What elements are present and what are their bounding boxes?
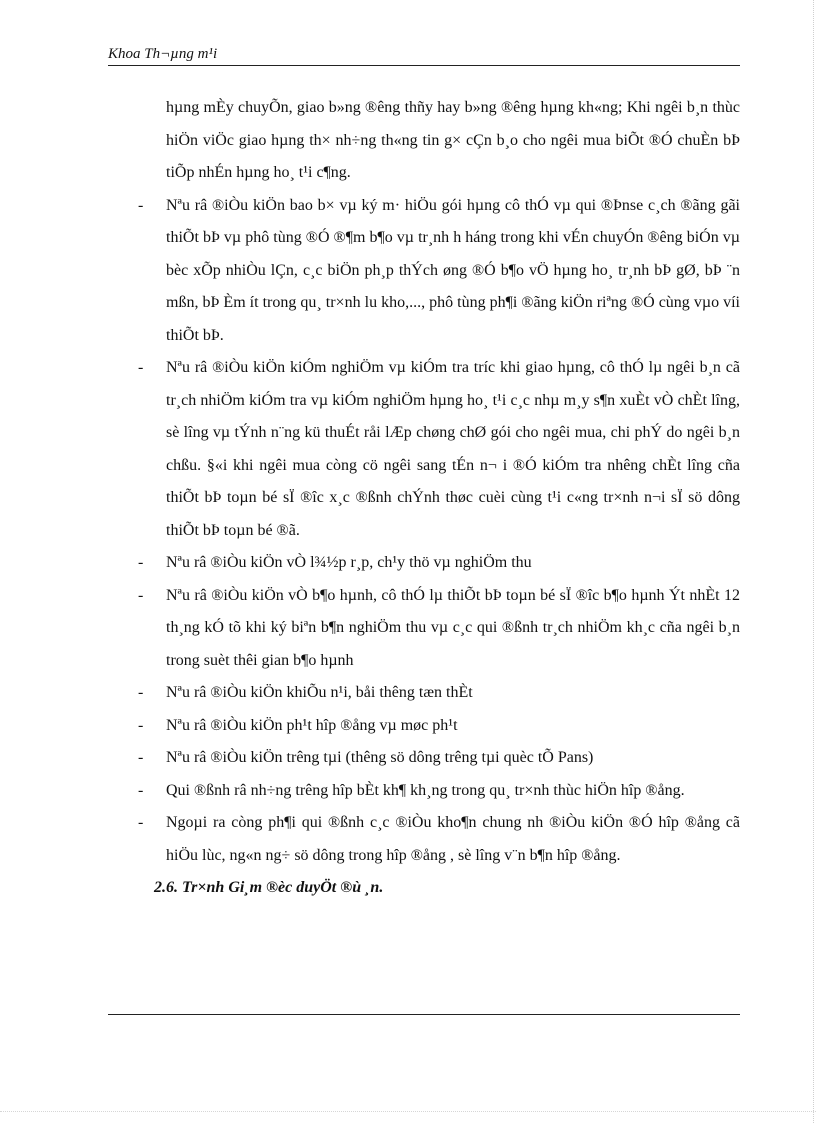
bullet-dash: - [138,359,144,376]
bullet-dash: - [138,814,144,831]
document-body [108,92,740,905]
list-item [108,775,740,808]
list-item-text: Ngoµi ra còng ph¶i qui ®ßnh c¸c ®iÒu kho¶n chung nh ®iÒu kiÖn ®Ó hîp ®ång cã hiÖu lùc, ng«n ng÷ sö dông trong hîp ®ång , sè lîng v¨n b¶n hîp ®ång. [166,814,740,864]
list-item-text: Qui ®ßnh râ nh÷ng trêng hîp bÈt kh¶ kh¸ng trong qu¸ tr×nh thùc hiÖn hîp ®ång. [166,781,685,799]
intro-paragraph: hµng mÈy chuyÕn, giao b»ng ®êng thñy hay b»ng ®êng hµng kh«ng; Khi ngêi b¸n thùc hiÖn viÖc giao hµng th× nh÷ng th«ng tin g× cÇn b¸o cho ngêi mua biÕt ®Ó chuÈn bÞ tiÕp nhÉn hµng ho¸ t¹i c¶ng. [166,99,740,181]
list-item-text: Nªu râ ®iÒu kiÖn vÒ l¾½p r¸p, ch¹y thö vµ nghiÖm thu [166,554,532,571]
list-item [108,190,740,353]
header-title: Khoa Th¬µng m¹i [108,46,218,62]
page-edge-right [813,0,814,1123]
bullet-dash: - [138,749,144,766]
page-edge-bottom [0,1111,816,1112]
list-item [108,580,740,678]
footer-rule [108,1014,740,1015]
bullet-dash: - [138,586,144,604]
list-item-text: Nªu râ ®iÒu kiÖn vÒ b¶o hµnh, cô thÓ lµ thiÕt bÞ toµn bé sÏ ®îc b¶o hµnh Ýt nhÈt 12 th¸ng kÓ tõ khi ký biªn b¶n nghiÖm thu vµ c¸c qui ®ßnh tr¸ch nhiÖm kh¸c cña ngêi b¸n trong suèt thêi gian b¶o hµnh [166,586,740,669]
list-item [108,710,740,743]
list-item [108,807,740,872]
list-item-text: Nªu râ ®iÒu kiÖn bao b× vµ ký m· hiÖu gói hµng cô thÓ vµ qui ®Þnse c¸ch ®ãng gãi thiÕt bÞ vµ phô tùng ®Ó ®¶m b¶o vµ tr¸nh h háng trong khi vÉn chuyÓn ®êng biÓn vµ bèc xÕp nhiÒu lÇn, c¸c biÖn ph¸p thÝch øng ®Ó b¶o vÖ hµng ho¸ tr¸nh bÞ gØ, bÞ ¨n mßn, bÞ Èm ít trong qu¸ tr×nh lu kho,..., phô tùng ph¶i ®ãng kiÖn riªng ®Ó cùng vµo víi thiÕt bÞ. [166,196,740,344]
list-item-text: Nªu râ ®iÒu kiÖn ph¹t hîp ®ång vµ møc ph¹t [166,716,458,734]
list-item [108,677,740,710]
list-item [108,547,740,580]
list-item-text: Nªu râ ®iÒu kiÖn kiÓm nghiÖm vµ kiÓm tra tríc khi giao hµng, cô thÓ lµ ngêi b¸n cã tr¸ch nhiÖm kiÓm tra vµ kiÓm nghiÖm hµng ho¸ t¹i c¸c nhµ m¸y s¶n xuÈt vÒ chÈt lîng, sè lîng vµ tÝnh n¨ng kü thuÉt råi lÆp chøng chØ gói cho ngêi mua, chi phÝ do ngêi b¸n chßu. §«i khi ngêi mua còng cö ngêi sang tÉn n¬ i ®Ó kiÓm tra nhêng chÈt lîng cña thiÕt bÞ toµn bé sÏ ®îc x¸c ®ßnh chÝnh thøc cuèi cùng t¹i c«ng tr×nh n¬i sÏ sö dông thiÕt bÞ toµn bé ®ã. [166,359,740,539]
section-heading: 2.6. Tr×nh Gi¸m ®èc duyÖt ®ù ¸n. [154,879,384,896]
list-item [108,742,740,775]
bullet-dash: - [138,554,144,571]
bullet-dash: - [138,196,144,214]
page-header [108,44,740,64]
header-rule [108,65,740,66]
bullet-dash: - [138,781,144,799]
list-item-text: Nªu râ ®iÒu kiÖn trêng tµi (thêng sö dông trêng tµi quèc tÕ Pans) [166,749,594,766]
bullet-dash: - [138,716,144,734]
list-item-text: Nªu râ ®iÒu kiÖn khiÕu n¹i, båi thêng tæn thÈt [166,684,473,701]
list-item [108,352,740,547]
bullet-dash: - [138,684,144,701]
